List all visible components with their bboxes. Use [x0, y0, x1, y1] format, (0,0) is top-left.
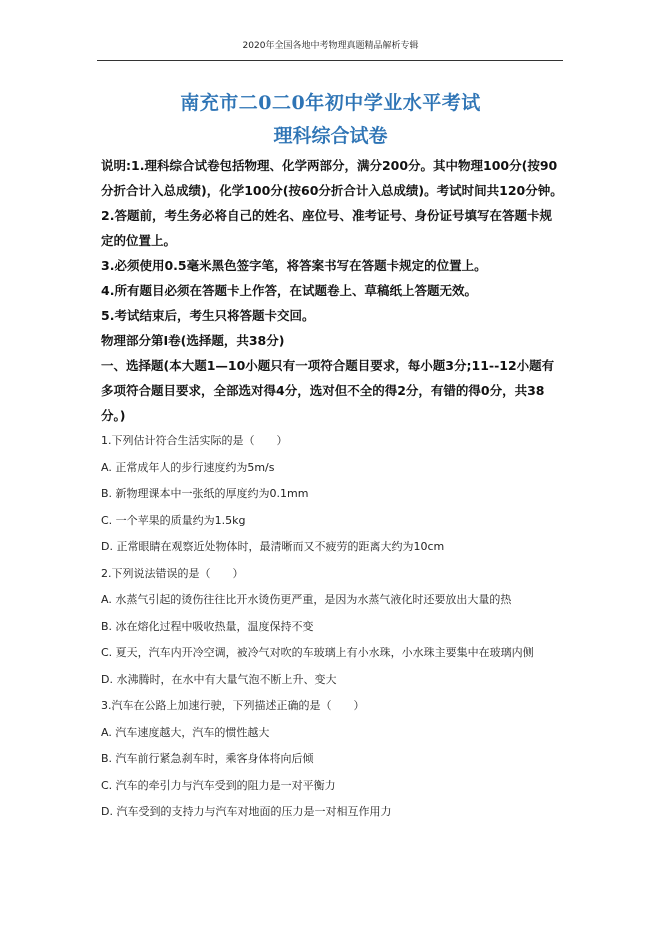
question-3-option-c: C. 汽车的牵引力与汽车受到的阻力是一对平衡力 [101, 778, 336, 792]
instruction-1: 说明:1.理科综合试卷包括物理、化学两部分，满分200分。其中物理100分(按90分折合计入总成绩)，化学100分(按60分折合计入总成绩)。考试时间共120分钟。 [101, 158, 563, 198]
question-1-option-b: B. 新物理课本中一张纸的厚度约为0.1mm [101, 487, 309, 500]
page-header: 2020年全国各地中考物理真题精品解析专辑 [242, 41, 419, 51]
exam-content [101, 153, 563, 826]
exam-subtitle: 理科综合试卷 [273, 125, 388, 147]
section-heading: 一、选择题(本大题1—10小题只有一项符合题目要求，每小题3分;11--12小题有多项符合题目要求，全部选对得4分，选对但不全的得2分，有错的得0分，共38分。) [101, 358, 555, 423]
question-2-option-a: A. 水蒸气引起的烫伤往往比开水烫伤更严重，是因为水蒸气液化时还要放出大量的热 [101, 593, 512, 606]
part-label: 物理部分第I卷(选择题，共38分) [101, 333, 285, 348]
exam-title: 南充市二0二0年初中学业水平考试 [180, 92, 481, 114]
question-2-option-c: C. 夏天，汽车内开冷空调，被冷气对吹的车玻璃上有小水珠，小水珠主要集中在玻璃内侧 [101, 646, 534, 659]
question-3-option-b: B. 汽车前行紧急刹车时，乘客身体将向后倾 [101, 752, 314, 765]
question-3-option-a: A. 汽车速度越大，汽车的惯性越大 [101, 725, 270, 739]
instruction-5: 5.考试结束后，考生只将答题卡交回。 [101, 308, 315, 323]
header-divider [97, 60, 563, 61]
question-1-option-a: A. 正常成年人的步行速度约为5m/s [101, 460, 275, 474]
question-2-option-b: B. 冰在熔化过程中吸收热量，温度保持不变 [101, 619, 314, 633]
question-2-option-d: D. 水沸腾时，在水中有大量气泡不断上升、变大 [101, 672, 337, 686]
question-1-stem: 1.下列估计符合生活实际的是（ ） [101, 434, 288, 447]
question-3-option-d: D. 汽车受到的支持力与汽车对地面的压力是一对相互作用力 [101, 805, 392, 818]
question-2-stem: 2.下列说法错误的是（ ） [101, 566, 244, 580]
question-3-stem: 3.汽车在公路上加速行驶，下列描述正确的是（ ） [101, 699, 365, 712]
instruction-3: 3.必须使用0.5毫米黑色签字笔，将答案书写在答题卡规定的位置上。 [101, 258, 487, 273]
question-1-option-d: D. 正常眼睛在观察近处物体时，最清晰而又不疲劳的距离大约为10cm [101, 540, 445, 553]
instruction-4: 4.所有题目必须在答题卡上作答，在试题卷上、草稿纸上答题无效。 [101, 283, 477, 298]
question-1-option-c: C. 一个苹果的质量约为1.5kg [101, 513, 246, 527]
instruction-2: 2.答题前，考生务必将自己的姓名、座位号、准考证号、身份证号填写在答题卡规定的位置上。 [101, 208, 552, 248]
